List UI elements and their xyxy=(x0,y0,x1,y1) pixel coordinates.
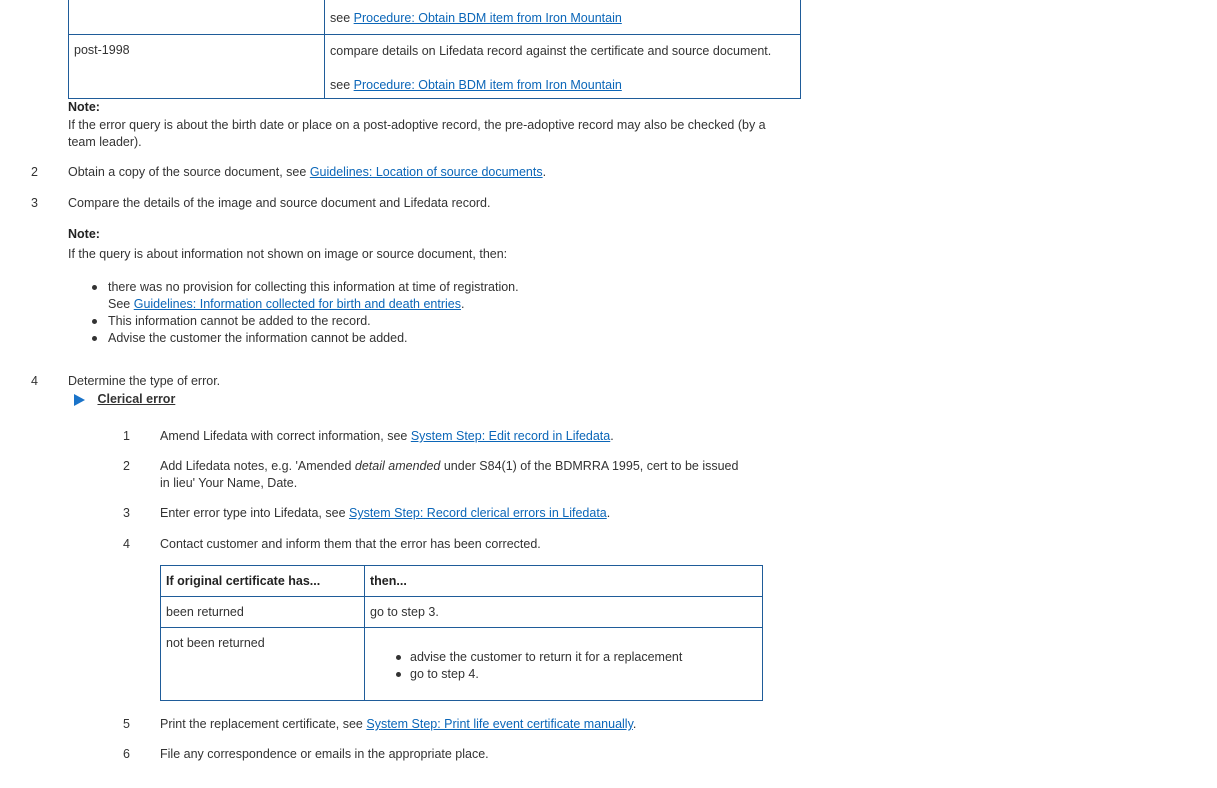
note-bullet-list xyxy=(68,279,519,347)
substep-number: 1 xyxy=(123,429,130,443)
step-text-label: Obtain a copy of the source document, see xyxy=(68,165,310,179)
see-label: see xyxy=(330,11,354,25)
list-item xyxy=(68,313,519,330)
substep-text: File any correspondence or emails in the appropriate place. xyxy=(160,747,489,761)
substep-text: Contact customer and inform them that the error has been corrected. xyxy=(160,537,541,551)
print-certificate-link[interactable]: System Step: Print life event certificate manually xyxy=(366,717,633,731)
cell-text: been returned xyxy=(166,605,244,619)
compare-details-text: compare details on Lifedata record against the certificate and source document. xyxy=(330,44,772,58)
punctuation: . xyxy=(461,297,465,311)
table-cell xyxy=(161,597,365,628)
top-table-cell xyxy=(325,0,801,35)
bullet-text: go to step 4. xyxy=(410,667,479,681)
period-label: post-1998 xyxy=(74,43,130,57)
punctuation: . xyxy=(606,506,611,520)
bullet-text: advise the customer to return it for a replacement xyxy=(410,650,683,664)
note-heading: Note: xyxy=(68,100,100,114)
top-table-cell xyxy=(325,35,801,99)
top-table xyxy=(68,0,801,99)
column-header: If original certificate has... xyxy=(166,574,321,588)
table-row xyxy=(161,628,763,701)
clerical-error-toggle[interactable] xyxy=(74,391,175,408)
table-header-cell xyxy=(365,566,763,597)
step-text xyxy=(68,164,546,181)
punctuation: . xyxy=(610,429,614,443)
list-item xyxy=(68,330,519,347)
substep-label: Enter error type into Lifedata, see xyxy=(160,506,349,520)
bullet-text: there was no provision for collecting this information at time of registration. xyxy=(108,280,519,294)
top-table-cell xyxy=(69,0,325,35)
italic-text: detail amended xyxy=(354,459,441,473)
substep-number: 2 xyxy=(123,459,130,473)
top-table-cell xyxy=(69,35,325,99)
table-row xyxy=(161,597,763,628)
expand-triangle-icon[interactable] xyxy=(74,394,85,406)
list-item xyxy=(68,279,519,313)
punctuation: . xyxy=(542,165,547,179)
substep-label: Amend Lifedata with correct information, see xyxy=(160,429,411,443)
iron-mountain-link[interactable]: Procedure: Obtain BDM item from Iron Mountain xyxy=(353,78,622,92)
note-heading: Note: xyxy=(68,227,100,241)
edit-record-link[interactable]: System Step: Edit record in Lifedata xyxy=(410,429,611,443)
table-cell xyxy=(365,628,763,701)
clerical-error-title[interactable]: Clerical error xyxy=(97,392,176,406)
substep-number: 6 xyxy=(123,747,130,761)
cell-text: go to step 3. xyxy=(370,605,439,619)
record-clerical-errors-link[interactable]: System Step: Record clerical errors in Lifedata xyxy=(349,506,607,520)
location-source-docs-link[interactable]: Guidelines: Location of source documents xyxy=(309,165,543,179)
substep-number: 4 xyxy=(123,537,130,551)
step-text: Compare the details of the image and source document and Lifedata record. xyxy=(68,196,491,210)
substep-label: Print the replacement certificate, see xyxy=(160,717,367,731)
substep-text xyxy=(160,505,610,522)
substep-number: 3 xyxy=(123,506,130,520)
bullet-text: Advise the customer the information cannot be added. xyxy=(108,331,408,345)
step-text: Determine the type of error. xyxy=(68,374,221,388)
step-number: 3 xyxy=(31,196,38,210)
bullet-text: This information cannot be added to the record. xyxy=(108,314,371,328)
substep-number: 5 xyxy=(123,717,130,731)
note-text: If the error query is about the birth date or place on a post-adoptive record, the pre-adoptive record may also be checked (by a xyxy=(68,118,766,132)
see-label: See xyxy=(108,297,134,311)
info-collected-link[interactable]: Guidelines: Information collected for birth and death entries xyxy=(133,297,461,311)
list-item xyxy=(394,649,757,666)
punctuation: . xyxy=(632,717,637,731)
note-text: If the query is about information not shown on image or source document, then: xyxy=(68,247,508,261)
list-item xyxy=(394,666,757,683)
table-header-cell xyxy=(161,566,365,597)
see-label: see xyxy=(330,78,354,92)
substep-text xyxy=(160,458,738,475)
step-number: 2 xyxy=(31,165,38,179)
substep-text: in lieu' Your Name, Date. xyxy=(160,476,298,490)
certificate-table xyxy=(160,565,763,701)
substep-label: under S84(1) of the BDMRRA 1995, cert to be issued xyxy=(440,459,739,473)
substep-label: Add Lifedata notes, e.g. 'Amended xyxy=(160,459,355,473)
step-number: 4 xyxy=(31,374,38,388)
cell-bullet-list xyxy=(370,649,757,683)
note-text: team leader). xyxy=(68,135,142,149)
substep-text xyxy=(160,428,614,445)
substep-text xyxy=(160,716,636,733)
column-header: then... xyxy=(370,574,407,588)
table-cell xyxy=(365,597,763,628)
iron-mountain-link[interactable]: Procedure: Obtain BDM item from Iron Mountain xyxy=(353,11,622,25)
table-cell xyxy=(161,628,365,701)
cell-text: not been returned xyxy=(166,636,265,650)
